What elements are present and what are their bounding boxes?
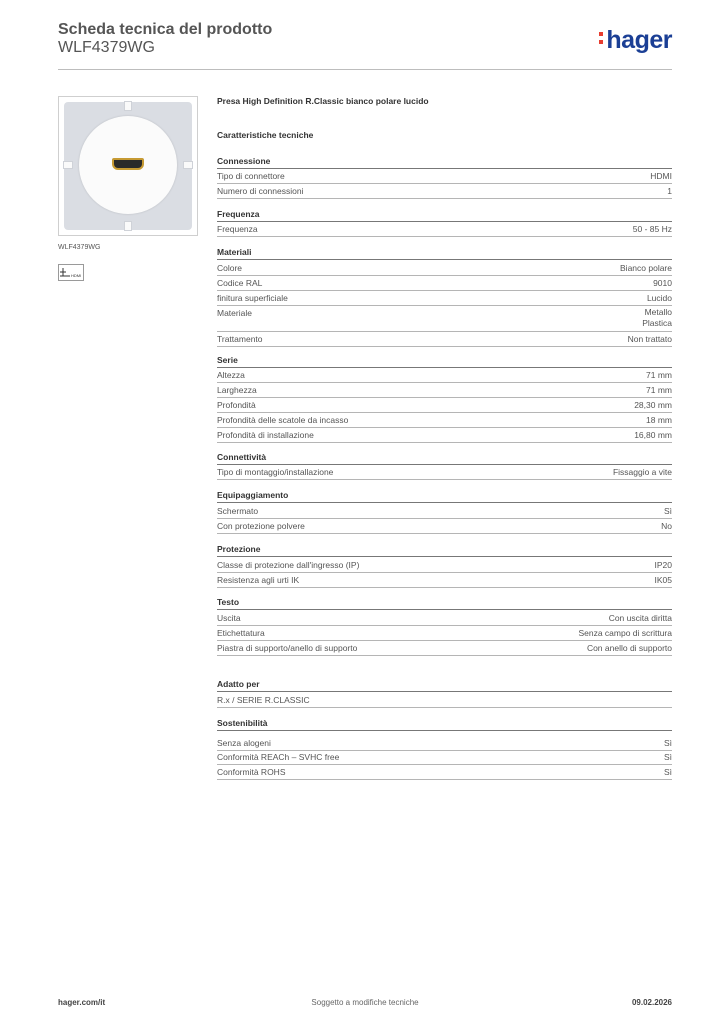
spec-value: IK05 [654,575,672,585]
spec-label: Senza alogeni [217,738,271,748]
spec-row [217,765,672,780]
spec-row [217,519,672,534]
spec-value: Bianco polare [620,263,672,273]
spec-label: Conformità ROHS [217,767,286,777]
page-header [58,20,672,70]
spec-label: Tipo di connettore [217,171,285,181]
spec-value: HDMI [650,171,672,181]
spec-value: 28,30 mm [634,400,672,410]
spec-row [217,504,672,519]
spec-value: Sì [663,767,672,777]
spec-value: 71 mm [646,385,672,395]
spec-row [217,222,672,237]
spec-row [217,626,672,641]
spec-value: Non trattato [627,334,672,344]
spec-row [217,573,672,588]
spec-value: Senza campo di scrittura [578,628,672,638]
spec-row [217,428,672,443]
section-title-materiali: Materiali [217,247,672,260]
spec-value: 16,80 mm [634,430,672,440]
spec-label: Tipo di montaggio/installazione [217,467,334,477]
section-title-serie: Serie [217,355,672,368]
document-title: Scheda tecnica del prodotto [58,21,273,38]
plate-tab [124,101,132,111]
spec-label: Materiale [217,308,252,318]
spec-value: Con anello di supporto [586,643,672,653]
spec-label: Con protezione polvere [217,521,305,531]
spec-row [217,368,672,383]
spec-row [217,291,672,306]
spec-row [217,184,672,199]
spec-row [217,261,672,276]
footer-website: hager.com/it [58,998,106,1007]
spec-value: Con uscita diritta [608,613,672,623]
spec-label: Etichettatura [217,628,265,638]
spec-label: Larghezza [217,385,257,395]
logo-dots-icon [599,28,604,48]
spec-value: 18 mm [646,415,672,425]
section-title-sostenibilita: Sostenibilità [217,718,672,731]
spec-label: Uscita [217,613,241,623]
product-image [58,96,198,236]
spec-label: Resistenza agli urti IK [217,575,300,585]
spec-label: R.x / SERIE R.CLASSIC [217,695,310,705]
spec-row [217,276,672,291]
hager-logo [599,26,672,55]
section-title-equipaggiamento: Equipaggiamento [217,490,672,503]
spec-row [217,398,672,413]
logo-text: hager [606,26,672,54]
section-title-connettivita: Connettività [217,452,672,465]
plate-tab [183,161,193,169]
spec-row [217,383,672,398]
symbol-label: HDMI [71,273,82,278]
spec-label: Trattamento [217,334,263,344]
hdmi-symbol-icon [58,264,84,281]
spec-row [217,558,672,573]
product-title: Presa High Definition R.Classic bianco polare lucido [217,96,429,106]
cover-plate [64,102,192,230]
spec-label: Profondità di installazione [217,430,314,440]
spec-value [642,307,672,329]
spec-value: Fissaggio a vite [612,467,672,477]
spec-label: finitura superficiale [217,293,288,303]
section-title-adatto-per: Adatto per [217,679,672,692]
spec-label: Classe di protezione dall'ingresso (IP) [217,560,360,570]
plate-tab [63,161,73,169]
spec-value: 50 - 85 Hz [632,224,672,234]
spec-value: IP20 [654,560,672,570]
spec-value: Sì [663,752,672,762]
spec-row [217,169,672,184]
spec-row [217,736,672,751]
hdmi-port-icon [112,158,144,170]
spec-value: No [661,521,672,531]
spec-label: Profondità [217,400,256,410]
spec-value: 1 [667,186,672,196]
section-title-frequenza: Frequenza [217,209,672,222]
section-title-protezione: Protezione [217,544,672,557]
spec-value-line: Plastica [642,318,672,328]
spec-row [217,641,672,656]
spec-value-line: Metallo [644,307,672,317]
section-title-testo: Testo [217,597,672,610]
spec-row [217,332,672,347]
image-caption: WLF4379WG [58,244,101,251]
spec-value: Lucido [646,293,672,303]
spec-label: Conformità REACh – SVHC free [217,752,340,762]
spec-row [217,465,672,480]
spec-label: Numero di connessioni [217,186,304,196]
footer-disclaimer: Soggetto a modifiche tecniche [311,998,419,1007]
spec-label: Colore [217,263,243,273]
socket-insert [79,116,177,214]
spec-value: 9010 [653,278,672,288]
spec-label: Frequenza [217,224,258,234]
spec-row [217,750,672,765]
spec-value: Sì [663,738,672,748]
technical-heading: Caratteristiche tecniche [217,130,314,140]
spec-label: Profondità delle scatole da incasso [217,415,349,425]
spec-value: Sì [663,506,672,516]
page-footer [58,998,672,1012]
spec-row [217,611,672,626]
spec-row [217,306,672,332]
spec-label: Altezza [217,370,245,380]
section-title-connessione: Connessione [217,156,672,169]
footer-date: 09.02.2026 [631,998,672,1007]
plate-tab [124,221,132,231]
spec-row [217,693,672,708]
spec-row [217,413,672,428]
product-code: WLF4379WG [58,39,155,56]
spec-label: Schermato [217,506,259,516]
spec-label: Piastra di supporto/anello di supporto [217,643,358,653]
spec-value: 71 mm [646,370,672,380]
spec-label: Codice RAL [217,278,263,288]
